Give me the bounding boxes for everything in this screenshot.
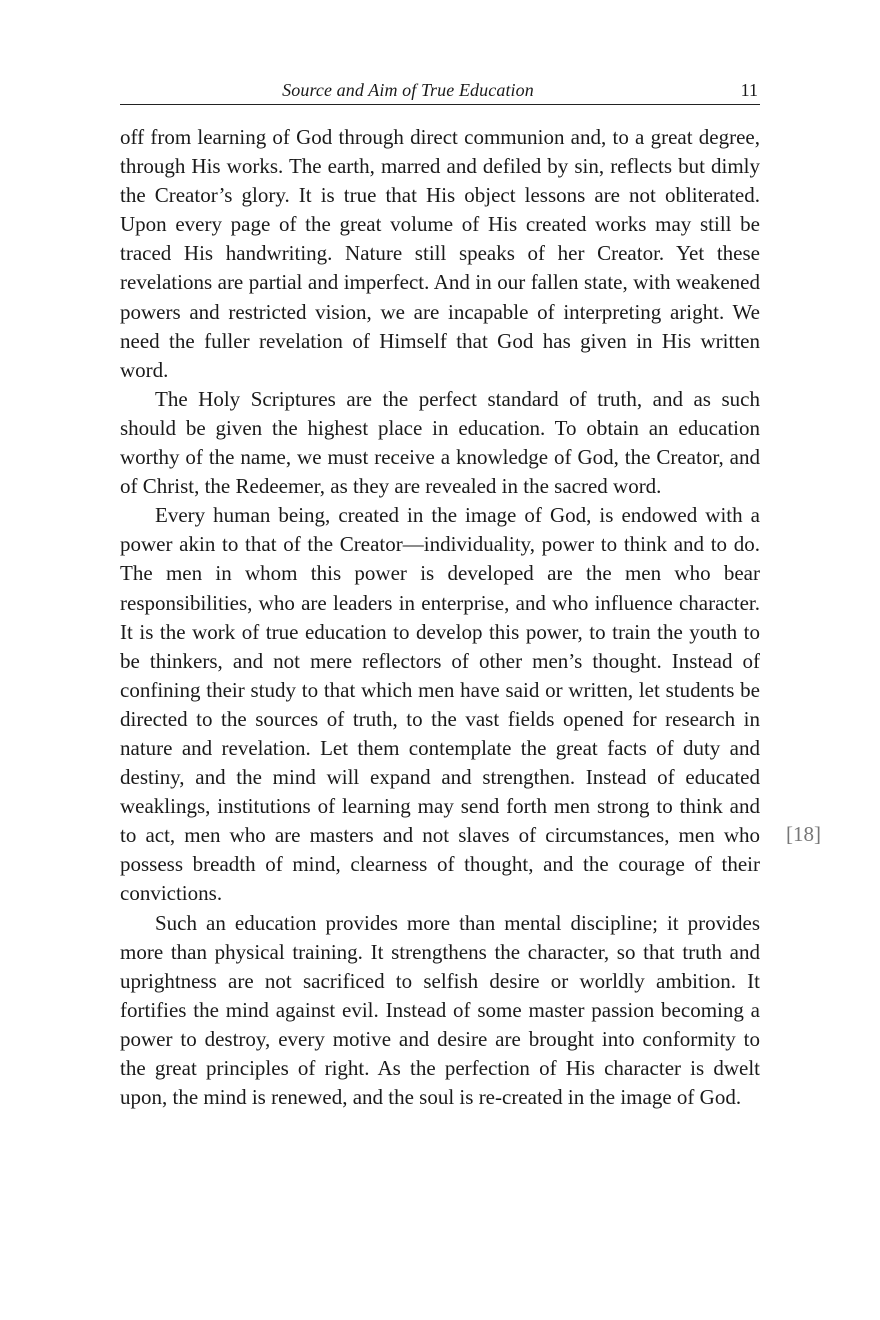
- page-number: 11: [740, 80, 758, 100]
- running-header: [120, 78, 760, 105]
- paragraph-holy-scriptures: The Holy Scriptures are the perfect standard of truth, and as such should be given the highest place in education. To obtain an education worthy of the name, we must receive a knowledge of God, the Creator, and of Christ, the Redeemer, as they are revealed in the sacred word.: [120, 386, 760, 499]
- paragraph-every-human-being: Every human being, created in the image of God, is endowed with a power akin to that of the Creator—individuality, power to think and to do. The men in whom this power is developed are the men who bear responsibilities, who are leaders in enterprise, and who influence character. It is the work of true education to develop this power, to train the youth to be thinkers, and not mere reflectors of other men’s thought. Instead of confining their study to that which men have said or written, let students be directed to the sources of truth, to the vast fields opened for research in nature and revelation. Let them contemplate the great facts of duty and destiny, and the mind will expand and strengthen. Instead of educated weaklings, institutions of learning may send forth men strong to think and to act, men who are masters and not slaves of circumstances, men who possess breadth of mind, clearness of thought, and the courage of their convictions.: [120, 503, 760, 906]
- paragraph-continued: off from learning of God through direct communion and, to a great degree, through His works. The earth, marred and defiled by sin, reflects but dimly the Creator’s glory. It is true that His object lessons are not obliterated. Upon every page of the great volume of His created works may still be traced His handwriting. Nature still speaks of her Creator. Yet these revelations are partial and imperfect. And in our fallen state, with weakened powers and restricted vision, we are incapable of interpreting aright. We need the fuller revelation of Himself that God has given in His written word.: [120, 125, 760, 382]
- paragraph-such-an-education: Such an education provides more than mental discipline; it provides more than physical training. It strengthens the character, so that truth and uprightness are not sacrificed to selfish desire or worldly ambition. It fortifies the mind against evil. Instead of some master passion becoming a power to destroy, every motive and desire are brought into conformity to the great principles of right. As the perfection of His character is dwelt upon, the mind is renewed, and the soul is re-created in the image of God.: [120, 910, 760, 1110]
- margin-page-reference: [18]: [786, 822, 821, 846]
- running-header-title: Source and Aim of True Education: [282, 80, 534, 100]
- body-text: [120, 123, 760, 1112]
